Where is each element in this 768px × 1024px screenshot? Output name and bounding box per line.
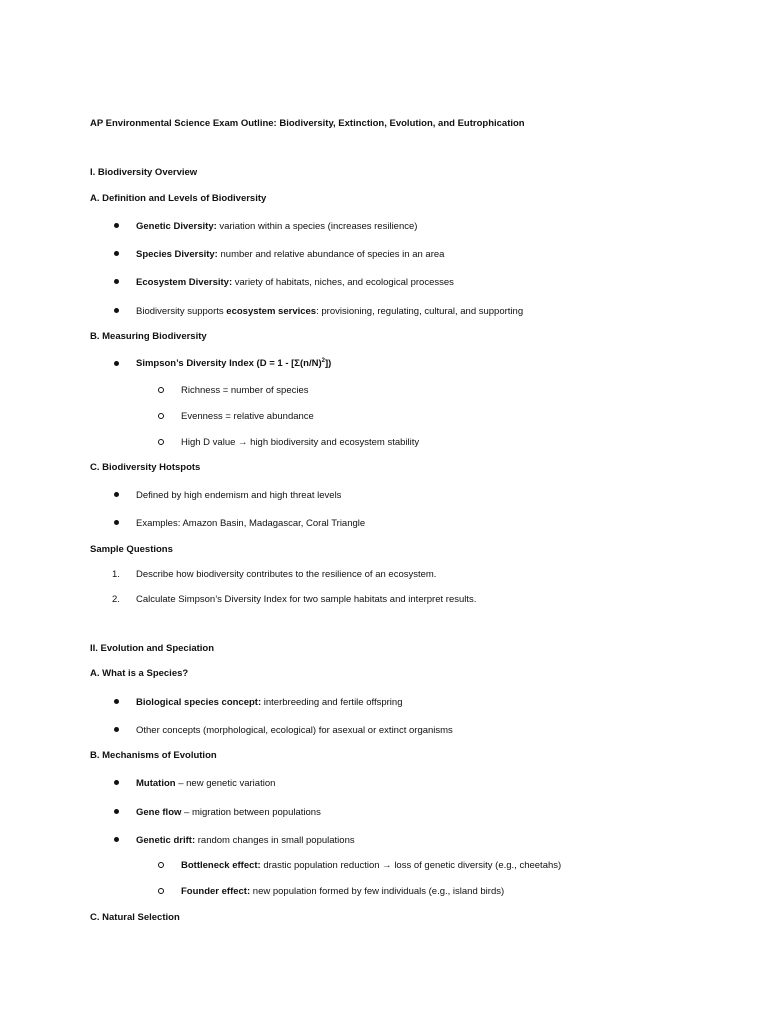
definition: – migration between populations <box>181 807 321 818</box>
bullet-icon <box>114 780 119 785</box>
definition: – new genetic variation <box>175 778 276 789</box>
definition: : provisioning, regulating, cultural, and supporting <box>316 306 524 317</box>
formula-close: ]) <box>324 358 332 369</box>
term: Founder effect: <box>181 886 251 897</box>
definition: new population formed by few individuals (e.g., island birds) <box>250 886 505 897</box>
circle-bullet-icon <box>158 888 164 894</box>
sub-list-item <box>181 886 504 898</box>
term: Bottleneck effect: <box>181 860 261 871</box>
section-2b-heading: B. Mechanisms of Evolution <box>90 750 217 761</box>
bullet-icon <box>114 251 119 256</box>
definition: variety of habitats, niches, and ecological processes <box>232 277 454 288</box>
sub-list-item: High D value → high biodiversity and ecosystem stability <box>181 437 420 448</box>
circle-bullet-icon <box>158 862 164 868</box>
list-item <box>136 835 355 847</box>
prefix: Biodiversity supports <box>136 306 227 317</box>
sample-questions-heading: Sample Questions <box>90 544 173 555</box>
term: Biological species concept: <box>136 697 262 708</box>
list-item <box>136 221 417 233</box>
circle-bullet-icon <box>158 387 164 393</box>
bullet-icon <box>114 223 119 228</box>
term: ecosystem services <box>226 306 317 317</box>
document-title: AP Environmental Science Exam Outline: Biodiversity, Extinction, Evolution, and Eutrophication <box>90 118 525 129</box>
bullet-icon <box>114 279 119 284</box>
question-number: 1. <box>112 569 120 580</box>
term: Genetic Diversity: <box>136 221 217 232</box>
question-text: Describe how biodiversity contributes to the resilience of an ecosystem. <box>136 569 437 580</box>
bullet-icon <box>114 361 119 366</box>
definition: interbreeding and fertile offspring <box>261 697 403 708</box>
section-2-heading: II. Evolution and Speciation <box>90 643 215 654</box>
list-item <box>136 807 321 819</box>
term: Mutation <box>136 778 176 789</box>
term: Gene flow <box>136 807 182 818</box>
bullet-icon <box>114 837 119 842</box>
section-1c-heading: C. Biodiversity Hotspots <box>90 462 201 473</box>
bullet-icon <box>114 308 119 313</box>
term: Genetic drift: <box>136 835 196 846</box>
list-item <box>136 697 402 709</box>
formula-exponent: 2 <box>321 357 325 364</box>
sub-list-item: Evenness = relative abundance <box>181 411 314 422</box>
list-item <box>136 306 523 318</box>
circle-bullet-icon <box>158 413 164 419</box>
formula-item <box>136 358 331 370</box>
bullet-icon <box>114 809 119 814</box>
list-item <box>136 778 275 790</box>
section-1-heading: I. Biodiversity Overview <box>90 167 198 178</box>
list-item: Defined by high endemism and high threat levels <box>136 490 342 501</box>
section-1b-heading: B. Measuring Biodiversity <box>90 331 207 342</box>
list-item <box>136 249 444 261</box>
question-text: Calculate Simpson’s Diversity Index for two sample habitats and interpret results. <box>136 594 477 605</box>
list-item <box>136 277 454 289</box>
list-item: Examples: Amazon Basin, Madagascar, Coral Triangle <box>136 518 366 529</box>
definition: number and relative abundance of species in an area <box>217 249 445 260</box>
term: Species Diversity: <box>136 249 218 260</box>
circle-bullet-icon <box>158 439 164 445</box>
bullet-icon <box>114 727 119 732</box>
question-number: 2. <box>112 594 120 605</box>
bullet-icon <box>114 492 119 497</box>
sub-list-item: Richness = number of species <box>181 385 309 396</box>
section-1a-heading: A. Definition and Levels of Biodiversity <box>90 193 267 204</box>
bullet-icon <box>114 520 119 525</box>
definition: variation within a species (increases resilience) <box>216 221 418 232</box>
section-2c-heading: C. Natural Selection <box>90 912 180 923</box>
formula-text: Simpson’s Diversity Index (D = 1 - [Σ(n/N) <box>136 358 322 369</box>
section-2a-heading: A. What is a Species? <box>90 668 189 679</box>
definition: random changes in small populations <box>195 835 355 846</box>
list-item: Other concepts (morphological, ecological) for asexual or extinct organisms <box>136 725 453 736</box>
bullet-icon <box>114 699 119 704</box>
term: Ecosystem Diversity: <box>136 277 233 288</box>
sub-list-item <box>181 860 561 872</box>
definition: drastic population reduction → loss of genetic diversity (e.g., cheetahs) <box>260 860 562 871</box>
